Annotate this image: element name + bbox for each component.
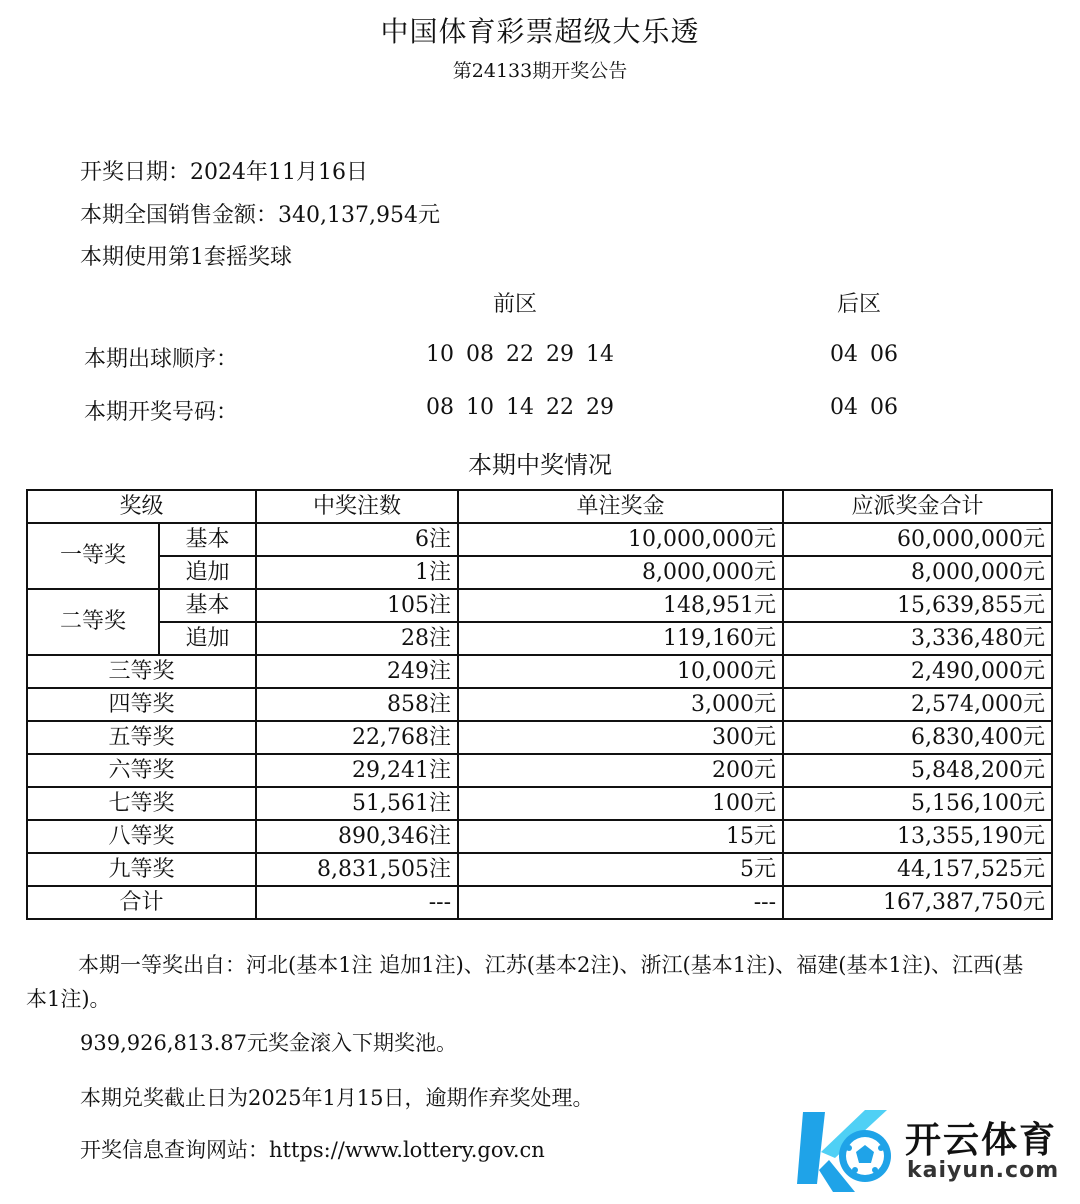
prize-level: 三等奖 <box>27 655 256 688</box>
table-row <box>27 556 1052 589</box>
winner-count: 22,768注 <box>256 721 458 754</box>
ball-number: 22 <box>546 395 574 420</box>
total-prize: 5,156,100元 <box>783 787 1052 820</box>
unit-prize: 8,000,000元 <box>458 556 783 589</box>
draw-result-front-numbers <box>426 395 614 420</box>
table-row <box>27 853 1052 886</box>
ball-set: 本期使用第1套摇奖球 <box>80 245 292 270</box>
ball-number: 14 <box>506 395 534 420</box>
total-prize: 5,848,200元 <box>783 754 1052 787</box>
table-row <box>27 820 1052 853</box>
ball-number: 29 <box>546 342 574 367</box>
kaiyun-k-football-icon <box>795 1100 905 1200</box>
total-prize: 2,490,000元 <box>783 655 1052 688</box>
jackpot-rollover: 939,926,813.87元奖金滚入下期奖池。 <box>80 1031 457 1055</box>
total-prize: 15,639,855元 <box>783 589 1052 622</box>
table-row <box>27 787 1052 820</box>
table-row <box>27 523 1052 556</box>
prize-level: 九等奖 <box>27 853 256 886</box>
winner-count: 51,561注 <box>256 787 458 820</box>
draw-date: 开奖日期：2024年11月16日 <box>80 160 368 185</box>
ball-number: 08 <box>426 395 454 420</box>
prize-level: 七等奖 <box>27 787 256 820</box>
header-total: 应派奖金合计 <box>783 490 1052 523</box>
prize-table <box>26 489 1053 920</box>
total-count: --- <box>256 886 458 919</box>
lottery-website: 开奖信息查询网站：https://www.lottery.gov.cn <box>80 1138 545 1162</box>
table-row <box>27 721 1052 754</box>
winner-count: 8,831,505注 <box>256 853 458 886</box>
total-label: 合计 <box>27 886 256 919</box>
unit-prize: 119,160元 <box>458 622 783 655</box>
prize-sub-type: 追加 <box>159 556 256 589</box>
table-header-row <box>27 490 1052 523</box>
winner-count: 890,346注 <box>256 820 458 853</box>
first-prize-origin: 本期一等奖出自：河北(基本1注 追加1注)、江苏(基本2注)、浙江(基本1注)、福建(基本1注)、江西(基本1注)。 <box>26 953 1024 1011</box>
ball-number: 06 <box>870 395 898 420</box>
total-prize: 8,000,000元 <box>783 556 1052 589</box>
total-prize: 2,574,000元 <box>783 688 1052 721</box>
unit-prize: 15元 <box>458 820 783 853</box>
table-total-row <box>27 886 1052 919</box>
total-unit: --- <box>458 886 783 919</box>
total-prize: 13,355,190元 <box>783 820 1052 853</box>
unit-prize: 200元 <box>458 754 783 787</box>
prize-sub-type: 追加 <box>159 622 256 655</box>
grand-total: 167,387,750元 <box>783 886 1052 919</box>
winner-count: 1注 <box>256 556 458 589</box>
ball-number: 29 <box>586 395 614 420</box>
table-row <box>27 589 1052 622</box>
prize-level: 一等奖 <box>27 523 159 589</box>
draw-order-label: 本期出球顺序： <box>84 347 239 372</box>
unit-prize: 300元 <box>458 721 783 754</box>
winner-count: 29,241注 <box>256 754 458 787</box>
ball-number: 22 <box>506 342 534 367</box>
draw-order-front-numbers <box>426 342 614 367</box>
ball-number: 10 <box>426 342 454 367</box>
ball-number: 08 <box>466 342 494 367</box>
unit-prize: 148,951元 <box>458 589 783 622</box>
ball-number: 04 <box>830 342 858 367</box>
prize-sub-type: 基本 <box>159 523 256 556</box>
winner-count: 858注 <box>256 688 458 721</box>
kaiyun-logo <box>795 1100 1080 1204</box>
logo-text-cn: 开云体育 <box>905 1120 1058 1161</box>
header-level: 奖级 <box>27 490 256 523</box>
prize-level: 五等奖 <box>27 721 256 754</box>
prize-level: 六等奖 <box>27 754 256 787</box>
header-count: 中奖注数 <box>256 490 458 523</box>
unit-prize: 3,000元 <box>458 688 783 721</box>
draw-result-label: 本期开奖号码： <box>84 400 239 425</box>
claim-deadline: 本期兑奖截止日为2025年1月15日，逾期作弃奖处理。 <box>80 1086 594 1110</box>
winner-count: 249注 <box>256 655 458 688</box>
draw-result-back-numbers <box>830 395 898 420</box>
prize-level: 二等奖 <box>27 589 159 655</box>
prize-sub-type: 基本 <box>159 589 256 622</box>
table-row <box>27 754 1052 787</box>
total-prize: 44,157,525元 <box>783 853 1052 886</box>
table-row <box>27 655 1052 688</box>
ball-number: 04 <box>830 395 858 420</box>
front-zone-header: 前区 <box>493 292 538 317</box>
prize-level: 四等奖 <box>27 688 256 721</box>
prize-level: 八等奖 <box>27 820 256 853</box>
unit-prize: 100元 <box>458 787 783 820</box>
ball-number: 10 <box>466 395 494 420</box>
total-prize: 6,830,400元 <box>783 721 1052 754</box>
total-prize: 60,000,000元 <box>783 523 1052 556</box>
ball-number: 06 <box>870 342 898 367</box>
unit-prize: 10,000元 <box>458 655 783 688</box>
total-prize: 3,336,480元 <box>783 622 1052 655</box>
ball-number: 14 <box>586 342 614 367</box>
unit-prize: 5元 <box>458 853 783 886</box>
winner-count: 6注 <box>256 523 458 556</box>
winner-count: 105注 <box>256 589 458 622</box>
header-unit: 单注奖金 <box>458 490 783 523</box>
draw-order-back-numbers <box>830 342 898 367</box>
unit-prize: 10,000,000元 <box>458 523 783 556</box>
issue-subtitle: 第24133期开奖公告 <box>452 60 628 82</box>
back-zone-header: 后区 <box>837 292 882 317</box>
prize-table-title: 本期中奖情况 <box>468 451 612 479</box>
logo-text-en: kaiyun.com <box>907 1158 1060 1183</box>
table-row <box>27 688 1052 721</box>
table-row <box>27 622 1052 655</box>
announcement-title: 中国体育彩票超级大乐透 <box>380 15 700 48</box>
winner-count: 28注 <box>256 622 458 655</box>
sales-amount: 本期全国销售金额：340,137,954元 <box>80 203 440 228</box>
